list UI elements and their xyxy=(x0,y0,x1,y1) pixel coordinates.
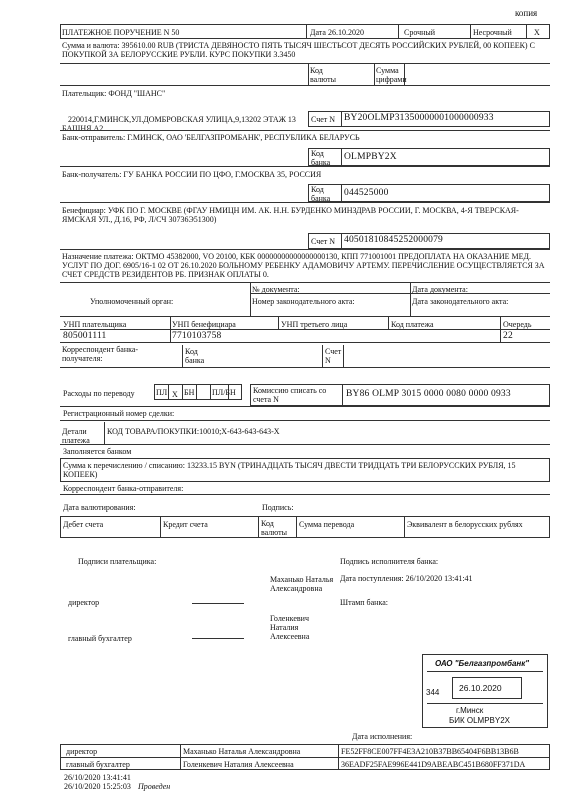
footer-time-2: 26/10/2020 15:25:03 xyxy=(64,782,131,791)
payer-account-label: Счет N xyxy=(311,115,336,124)
unp-payer-label: УНП плательщика xyxy=(63,320,127,329)
unp-beneficiary-label: УНП бенефициара xyxy=(172,320,236,329)
transfer-sum-header: Сумма перевода xyxy=(299,520,355,529)
correspondent-account-label: Счет N xyxy=(325,347,342,365)
unp-third-label: УНП третьего лица xyxy=(281,320,348,329)
accountant-name: Голенкевич Наталия Алексеевна xyxy=(270,614,310,641)
document-title: ПЛАТЕЖНОЕ ПОРУЧЕНИЕ N 50 xyxy=(62,28,180,37)
copy-mark: копия xyxy=(515,8,538,18)
receiver-bank-code: 044525000 xyxy=(344,188,389,198)
commission-account: BY86 OLMP 3015 0000 0080 0000 0933 xyxy=(346,389,511,399)
debit-account-header: Дебет счета xyxy=(63,520,104,529)
amount-digits-label: Сумма цифрами xyxy=(376,66,407,84)
details-label: Детали платежа xyxy=(62,427,90,445)
authorized-body-label: Уполномоченный орган: xyxy=(90,297,174,306)
unp-payer: 805001111 xyxy=(63,331,107,341)
expenses-pl: ПЛ xyxy=(156,388,168,397)
footer-role-2: главный бухгалтер xyxy=(66,760,130,769)
expenses-plbn: ПЛ/БН xyxy=(212,388,236,397)
payer-signatures-label: Подписи плательщика: xyxy=(78,557,157,566)
payment-purpose: Назначение платежа: ОКТМО 45382000, VO 20100, КБК 00000000000000000130, КПП 771001001 ПРЕДОПЛАТА НА ОКАЗАНИЕ МЕД. УСЛУГ ПО ДОГ. 6905/16-1 02 ОТ 26.10.2020 БОЛЬНОМУ РЕБЕНКУ АДАМОВИЧУ АРТЕМУ. ПЕРЕЧИСЛЕНИЕ ОСУЩЕСТВЛЯЕТСЯ ЗА СЧЕТ СРЕДСТВ РЕЗИДЕНТОВ РБ. ПРИЗНАК ОПЛАТЫ 0. xyxy=(62,252,545,279)
correspondent-bank-code-label: Код банка xyxy=(185,347,205,365)
queue-value: 22 xyxy=(503,331,513,341)
credit-account-header: Кредит счета xyxy=(163,520,208,529)
receiver-bank-code-label: Код банка xyxy=(311,185,331,203)
amount-and-currency: Сумма и валюта: 395610.00 RUB (ТРИСТА ДЕВЯНОСТО ПЯТЬ ТЫСЯЧ ШЕСТЬСОТ ДЕСЯТЬ РОССИЙСКИХ РУБЛЕЙ, 00 КОПЕЕК) С ПОКУПКОЙ ЗА БЕЛОРУССКИЕ РУБЛИ. КУРС ПОКУПКИ 3.3450 xyxy=(62,41,535,59)
bank-stamp-label: Штамп банка: xyxy=(340,598,388,607)
currency-code-label: Код валюты xyxy=(310,66,337,84)
beneficiary-account: 40501810845252000079 xyxy=(344,235,443,245)
bank-signature-label: Подпись исполнителя банка: xyxy=(340,557,439,566)
expenses-label: Расходы по переводу xyxy=(63,389,135,398)
director-name: Маханько Наталья Александровна xyxy=(270,575,334,593)
footer-name-1: Маханько Наталья Александровна xyxy=(183,747,301,756)
payment-code-label: Код платежа xyxy=(391,320,434,329)
commission-label: Комиссию списать со счета N xyxy=(253,386,327,404)
law-date-label: Дата законодательного акта: xyxy=(412,297,509,306)
correspondent-label: Корреспондент банка-получателя: xyxy=(62,345,139,363)
footer-hash-1: FE52FF8CE007FF4E3A210B37BB65404F6BB13B6B xyxy=(341,747,519,756)
footer-role-1: директор xyxy=(66,747,98,756)
beneficiary-account-label: Счет N xyxy=(311,237,336,246)
received-date: Дата поступления: 26/10/2020 13:41:41 xyxy=(340,574,473,583)
stamp-bank-name: ОАО "Белгазпромбанк" xyxy=(435,659,530,668)
urgent-label: Срочный xyxy=(404,28,436,37)
director-role: директор xyxy=(68,598,100,607)
expenses-bn: БН xyxy=(184,388,195,397)
footer-status: Проведен xyxy=(138,782,171,791)
registration-number-label: Регистрационный номер сделки: xyxy=(63,409,175,418)
execution-date-label: Дата исполнения: xyxy=(352,732,413,741)
nonurgent-label: Несрочный xyxy=(473,28,512,37)
receiver-bank: Банк-получатель: ГУ БАНКА РОССИИ ПО ЦФО, Г.МОСКВА 35, РОССИЯ xyxy=(62,170,322,179)
queue-label: Очередь xyxy=(503,320,532,329)
correspondent-sender-label: Корреспондент банка-отправителя: xyxy=(63,484,184,493)
signature-label: Подпись: xyxy=(262,503,294,512)
doc-date-label: Дата документа: xyxy=(412,285,468,294)
value-date-label: Дата валютирования: xyxy=(63,503,136,512)
payer-address: 220014,Г.МИНСК,УЛ.ДОМБРОВСКАЯ УЛИЦА,9,13202 ЭТАЖ 13 БАШНЯ А2 xyxy=(62,115,296,133)
bank-stamp xyxy=(422,654,548,728)
doc-number-label: № документа: xyxy=(252,285,300,294)
payer-account: BY20OLMP31350000001000000933 xyxy=(344,113,494,123)
sender-bank-code-label: Код банка xyxy=(311,149,331,167)
currency-code-header: Код валюты xyxy=(261,519,288,537)
filled-by-bank: Заполняется банком xyxy=(63,447,132,456)
stamp-date: 26.10.2020 xyxy=(459,683,502,693)
details-value: КОД ТОВАРА/ПОКУПКИ:10010;Х-643-643-643-Х xyxy=(107,427,280,436)
nonurgent-checkbox: X xyxy=(534,28,540,37)
equivalent-header: Эквивалент в белорусских рублях xyxy=(407,520,523,529)
accountant-role: главный бухгалтер xyxy=(68,634,132,643)
footer-hash-2: 36EADF25FAE996E441D9ABEABC451B680FF371DA xyxy=(341,760,526,769)
beneficiary: Бенефициар: УФК ПО Г. МОСКВЕ (ФГАУ НМИЦН ИМ. АК. Н.Н. БУРДЕНКО МИНЗДРАВ РОССИИ, Г. МОСКВА, 4-Я ТВЕРСКАЯ-ЯМСКАЯ УЛ., Д.16, РФ, Л/СЧ 30736Э51300) xyxy=(62,206,519,224)
footer-time-1: 26/10/2020 13:41:41 xyxy=(64,773,131,782)
amount-to-transfer: Сумма к перечислению / списанию: 13233.15 BYN (ТРИНАДЦАТЬ ТЫСЯЧ ДВЕСТИ ТРИДЦАТЬ ТРИ БЕЛОРУССКИХ РУБЛЯ, 15 КОПЕЕК) xyxy=(63,461,516,479)
sender-bank-code: OLMPBY2X xyxy=(344,152,397,162)
expenses-pl-checkbox: X xyxy=(172,390,178,399)
sender-bank: Банк-отправитель: Г.МИНСК, ОАО 'БЕЛГАЗПРОМБАНК', РЕСПУБЛИКА БЕЛАРУСЬ xyxy=(62,133,360,142)
law-number-label: Номер законодательного акта: xyxy=(252,297,355,306)
stamp-bic: БИК OLMPBY2X xyxy=(449,716,511,725)
stamp-city: г.Минск xyxy=(456,706,484,715)
unp-beneficiary: 7710103758 xyxy=(172,331,222,341)
stamp-number: 344 xyxy=(426,688,440,697)
footer-name-2: Голенкевич Наталия Алексеевна xyxy=(183,760,294,769)
document-date: Дата 26.10.2020 xyxy=(310,28,364,37)
payer-name: Плательщик: ФОНД "ШАНС" xyxy=(62,89,166,98)
